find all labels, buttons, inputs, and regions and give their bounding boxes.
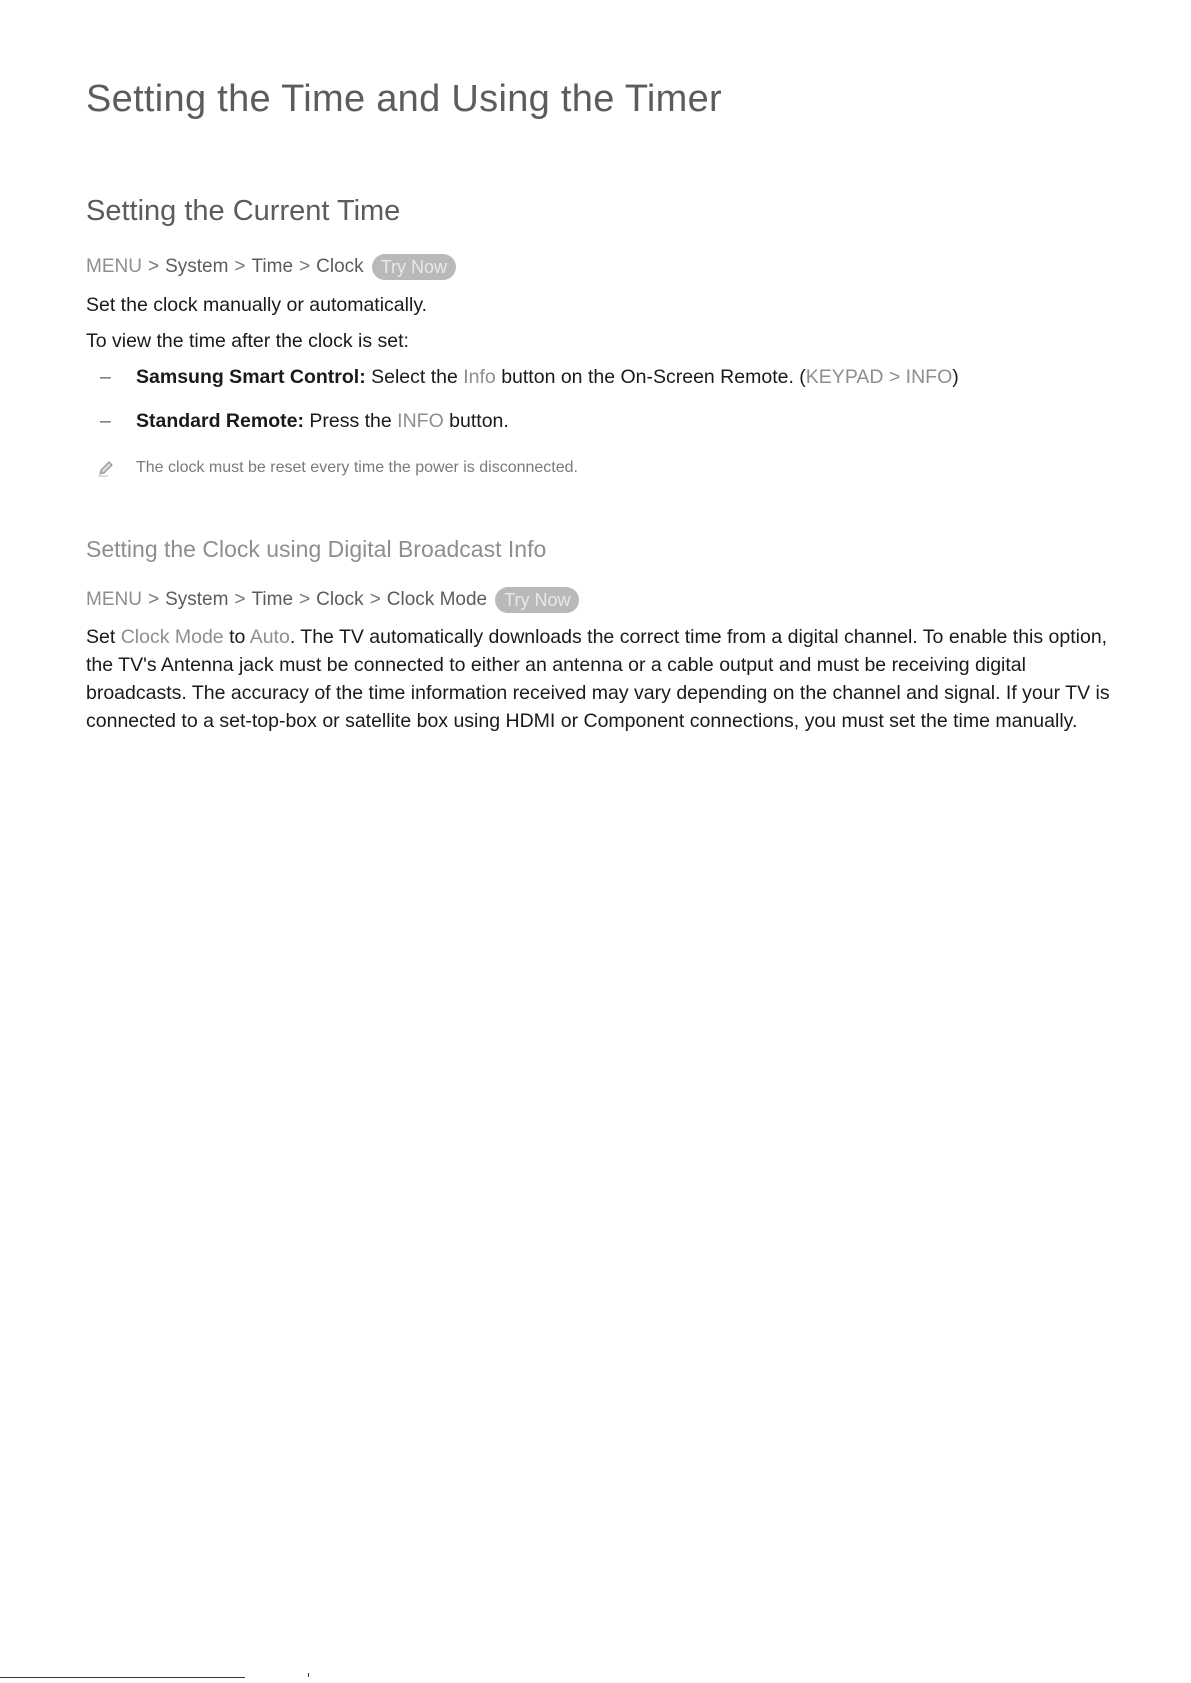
bullet-term: Standard Remote: [136,410,304,432]
section-heading-digital-broadcast: Setting the Clock using Digital Broadcast Info [86,536,547,562]
paragraph-text: . The TV automatically downloads the correct time from a digital channel. To enable this option, the TV's Antenna jack must be connected to either an antenna or a cable output and must be receiving digital broadcasts. The accuracy of the time information received may vary depending on the channel and signal. If your TV is connected to a set-top-box or satellite box using HDMI or Component connections, you must set the time manually. [86,626,1110,732]
path-separator: > [369,589,381,610]
path-separator: > [147,256,160,277]
path-clock-mode: Clock Mode [386,589,488,610]
bullet-dash: – [100,366,111,388]
bullet-term: Samsung Smart Control: [136,366,366,388]
path-menu: MENU [86,256,142,277]
footer-rule [0,1677,245,1678]
path-clock: Clock [316,589,364,610]
bullet-text: ) [952,366,959,388]
paragraph-text: to [223,626,250,648]
bullet-standard-remote [100,410,509,433]
try-now-button[interactable]: Try Now [495,587,579,613]
path-separator: > [147,589,160,610]
menu-path-clock-mode [86,587,579,613]
clock-mode-paragraph [86,623,1116,735]
footer-tick [308,1673,309,1677]
section-heading-current-time: Setting the Current Time [86,195,401,227]
menu-path-clock [86,254,456,280]
path-clock: Clock [316,256,364,277]
path-time: Time [251,256,294,277]
auto-label: Auto [249,626,290,648]
bullet-smart-control [100,366,959,389]
info-button-label: Info [463,366,496,388]
path-separator: > [234,256,246,277]
bullet-text: button. [443,410,509,432]
path-system: System [165,256,229,277]
bullet-dash: – [100,410,111,432]
try-now-button[interactable]: Try Now [372,254,456,280]
clock-intro-text: Set the clock manually or automatically. [86,294,428,316]
bullet-text: Press the [303,410,398,432]
bullet-text: button on the On-Screen Remote. ( [495,366,806,388]
note [96,458,578,478]
clock-mode-label: Clock Mode [120,626,224,648]
paragraph-text: Set [86,626,121,648]
path-menu: MENU [86,589,142,610]
path-separator: > [299,589,311,610]
clock-view-text: To view the time after the clock is set: [86,330,409,352]
pencil-note-icon [96,458,116,478]
path-system: System [165,589,229,610]
path-separator: > [299,256,311,277]
keypad-info-path: KEYPAD > INFO [805,366,953,388]
path-separator: > [234,589,246,610]
path-time: Time [251,589,294,610]
page-title: Setting the Time and Using the Timer [86,78,722,120]
info-button-label: INFO [397,410,444,432]
bullet-text: Select the [365,366,464,388]
note-text: The clock must be reset every time the power is disconnected. [136,459,578,476]
